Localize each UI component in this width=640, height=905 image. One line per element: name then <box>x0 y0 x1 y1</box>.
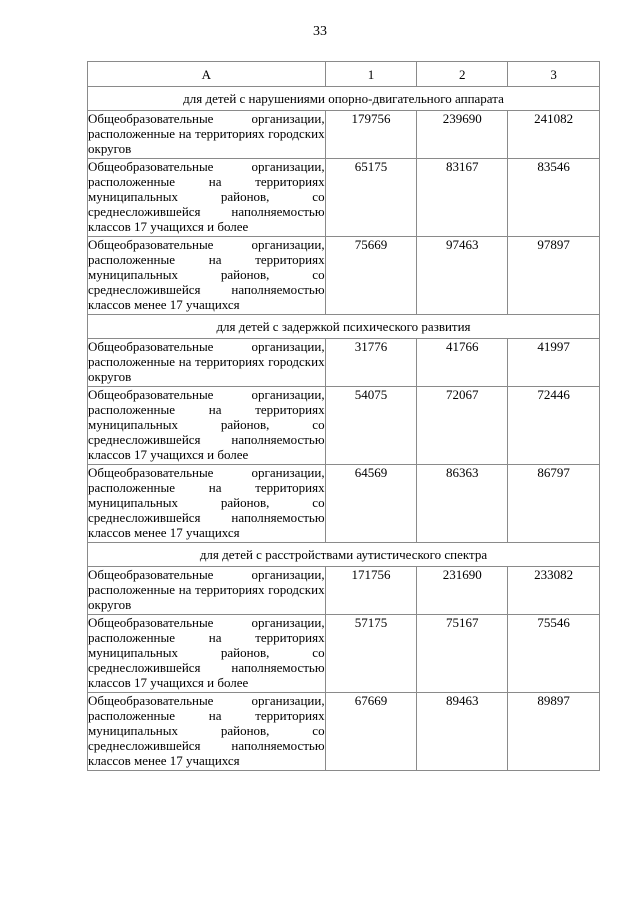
section-header-row <box>88 87 600 111</box>
table-row <box>88 567 600 615</box>
row-label: Общеобразовательные организации, расположенные на территориях городских округов <box>88 339 326 387</box>
table-row <box>88 615 600 693</box>
value-cell-col3: 75546 <box>508 615 600 693</box>
funding-table <box>87 61 600 771</box>
header-cell-1: 1 <box>325 62 417 87</box>
value-cell-col3: 41997 <box>508 339 600 387</box>
header-cell-a: А <box>88 62 326 87</box>
row-label: Общеобразовательные организации, расположенные на территориях городских округов <box>88 567 326 615</box>
value-cell-col2: 239690 <box>417 111 508 159</box>
table-header-row <box>88 62 600 87</box>
value-cell-col1: 65175 <box>325 159 417 237</box>
table-row <box>88 237 600 315</box>
section-title: для детей с нарушениями опорно-двигательного аппарата <box>88 87 600 111</box>
value-cell-col2: 41766 <box>417 339 508 387</box>
page-number: 33 <box>313 24 327 39</box>
value-cell-col2: 83167 <box>417 159 508 237</box>
row-label: Общеобразовательные организации, расположенные на территориях муниципальных районов, со среднесложившейся наполняемостью классов менее 17 учащихся <box>88 465 326 543</box>
row-label: Общеобразовательные организации, расположенные на территориях муниципальных районов, со среднесложившейся наполняемостью классов менее 17 учащихся <box>88 237 326 315</box>
value-cell-col2: 75167 <box>417 615 508 693</box>
value-cell-col1: 179756 <box>325 111 417 159</box>
value-cell-col1: 171756 <box>325 567 417 615</box>
value-cell-col3: 97897 <box>508 237 600 315</box>
table-row <box>88 339 600 387</box>
value-cell-col2: 97463 <box>417 237 508 315</box>
section-header-row <box>88 315 600 339</box>
value-cell-col1: 64569 <box>325 465 417 543</box>
value-cell-col3: 83546 <box>508 159 600 237</box>
row-label: Общеобразовательные организации, расположенные на территориях муниципальных районов, со среднесложившейся наполняемостью классов менее 17 учащихся <box>88 693 326 771</box>
row-label: Общеобразовательные организации, расположенные на территориях муниципальных районов, со среднесложившейся наполняемостью классов 17 учащихся и более <box>88 615 326 693</box>
value-cell-col3: 86797 <box>508 465 600 543</box>
value-cell-col3: 233082 <box>508 567 600 615</box>
table-row <box>88 111 600 159</box>
section-title: для детей с расстройствами аутистического спектра <box>88 543 600 567</box>
table-row <box>88 693 600 771</box>
row-label: Общеобразовательные организации, расположенные на территориях муниципальных районов, со среднесложившейся наполняемостью классов 17 учащихся и более <box>88 159 326 237</box>
value-cell-col2: 86363 <box>417 465 508 543</box>
value-cell-col1: 31776 <box>325 339 417 387</box>
value-cell-col2: 231690 <box>417 567 508 615</box>
value-cell-col3: 241082 <box>508 111 600 159</box>
value-cell-col3: 72446 <box>508 387 600 465</box>
table-row <box>88 159 600 237</box>
value-cell-col1: 57175 <box>325 615 417 693</box>
value-cell-col2: 72067 <box>417 387 508 465</box>
section-header-row <box>88 543 600 567</box>
header-cell-2: 2 <box>417 62 508 87</box>
row-label: Общеобразовательные организации, расположенные на территориях городских округов <box>88 111 326 159</box>
value-cell-col2: 89463 <box>417 693 508 771</box>
table-row <box>88 387 600 465</box>
value-cell-col3: 89897 <box>508 693 600 771</box>
table-row <box>88 465 600 543</box>
row-label: Общеобразовательные организации, расположенные на территориях муниципальных районов, со среднесложившейся наполняемостью классов 17 учащихся и более <box>88 387 326 465</box>
value-cell-col1: 67669 <box>325 693 417 771</box>
header-cell-3: 3 <box>508 62 600 87</box>
value-cell-col1: 54075 <box>325 387 417 465</box>
value-cell-col1: 75669 <box>325 237 417 315</box>
section-title: для детей с задержкой психического развития <box>88 315 600 339</box>
